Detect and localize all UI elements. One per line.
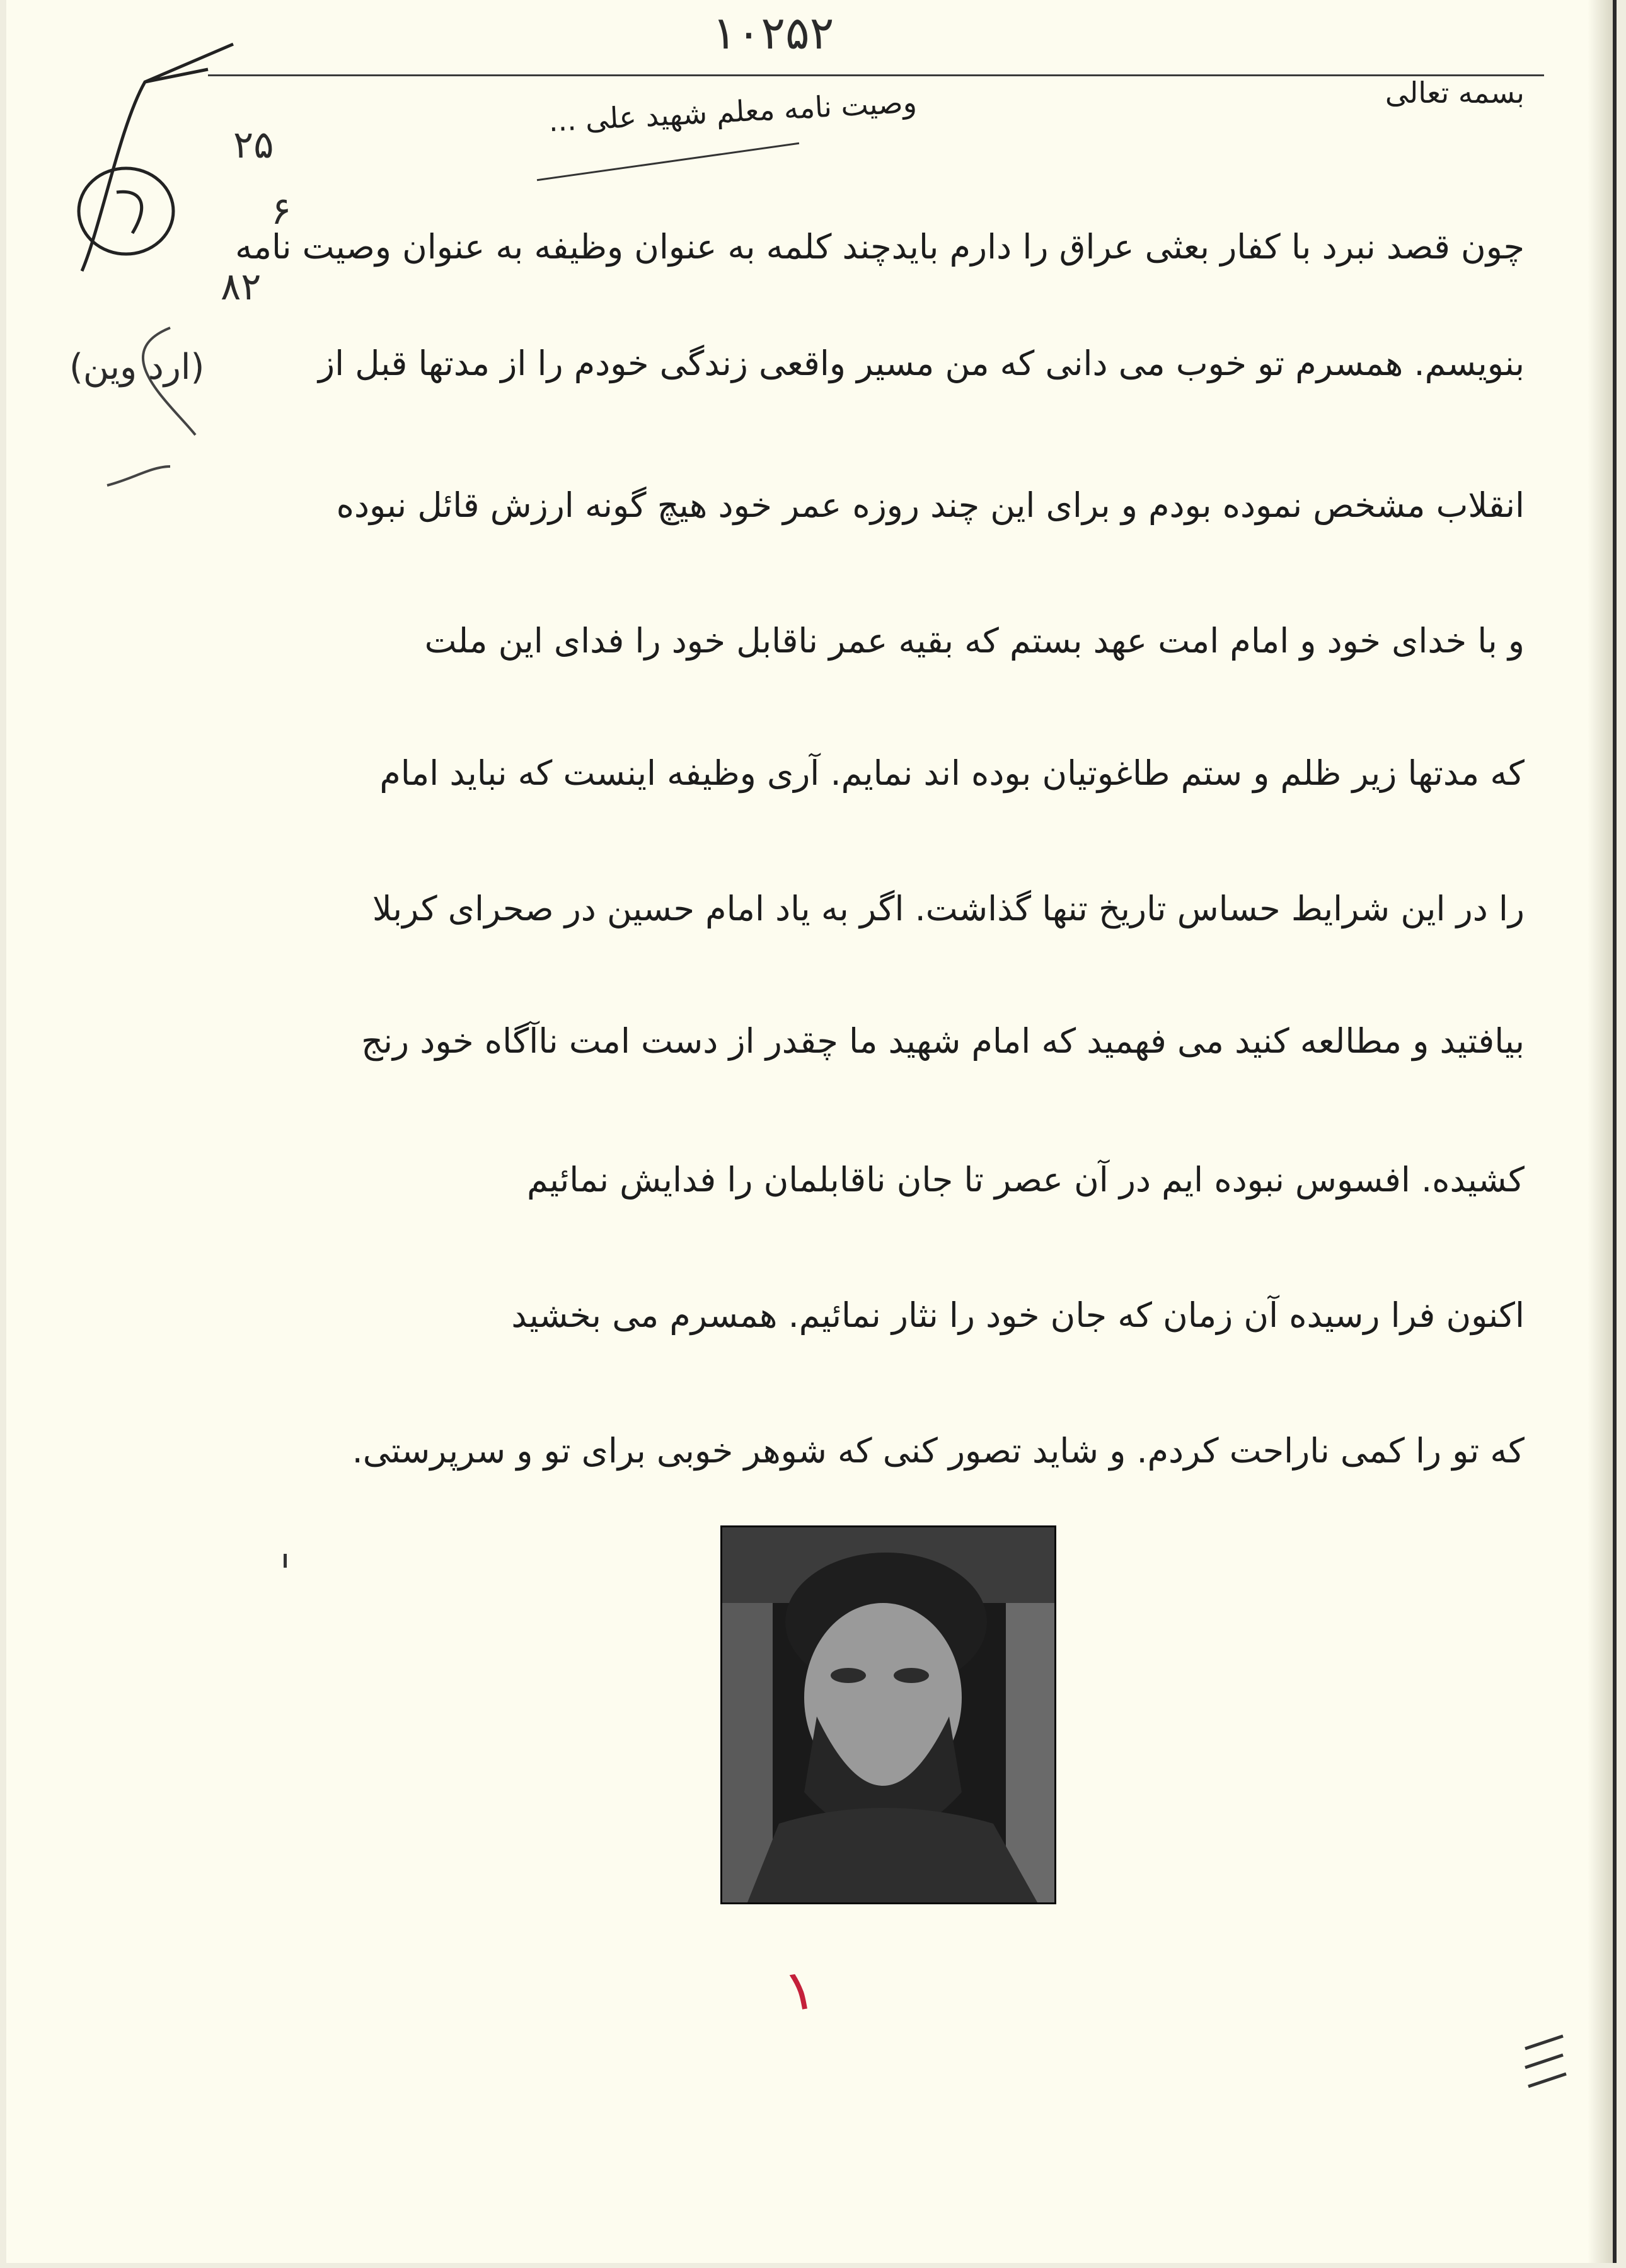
document-subject: وصیت نامه معلم شهید علی ...: [547, 84, 918, 139]
margin-date-mid: ۶: [271, 189, 292, 233]
body-line-10: که تو را کمی ناراحت کردم. و شاید تصور کنی که شوهر خوبی برای تو و سرپرستی.: [352, 1431, 1525, 1471]
portrait-image: [722, 1527, 1054, 1902]
corner-hash-marks: [1519, 2030, 1582, 2105]
margin-date-bottom: ۸۲: [221, 265, 262, 309]
body-line-9: اکنون فرا رسیده آن زمان که جان خود را نثار نمائیم. همسرم می بخشید: [511, 1295, 1525, 1335]
document-page: [6, 0, 1617, 2263]
body-line-1: چون قصد نبرد با کفار بعثی عراق را دارم بایدچند کلمه به عنوان وظیفه به عنوان وصیت نامه: [235, 227, 1525, 267]
body-line-2: بنویسم. همسرم تو خوب می دانی که من مسیر واقعی زندگی خودم را از مدتها قبل از: [318, 344, 1525, 383]
top-rule: [208, 74, 1544, 76]
body-line-8: کشیده. افسوس نبوده ایم در آن عصر تا جان ناقابلمان را فدایش نمائیم: [527, 1160, 1525, 1200]
portrait-photo: [720, 1525, 1056, 1904]
subject-underline: [537, 142, 799, 181]
body-line-7: بیافتید و مطالعه کنید می فهمید که امام شهید ما چقدر از دست امت ناآگاه خود رنج: [361, 1021, 1525, 1061]
scan-edge-shadow: [1588, 0, 1613, 2263]
margin-name-note: (ارد وین): [69, 347, 205, 388]
body-line-5: که مدتها زیر ظلم و ستم طاغوتیان بوده اند نمایم. آری وظیفه اینست که نباید امام: [379, 753, 1525, 793]
body-line-6: را در این شرایط حساس تاریخ تنها گذاشت. اگر به یاد امام حسین در صحرای کربلا: [372, 889, 1525, 929]
margin-date-top: ۲۵: [233, 123, 274, 167]
basmala-header: بسمه تعالی: [1385, 76, 1525, 110]
body-line-4: و با خدای خود و امام امت عهد بستم که بقیه عمر ناقابل خود را فدای این ملت: [424, 621, 1525, 661]
stray-mark: [284, 1554, 287, 1568]
page-number-mark: ۱: [779, 1955, 821, 2026]
body-line-3: انقلاب مشخص نموده بودم و برای این چند روزه عمر خود هیچ گونه ارزش قائل نبوده: [336, 485, 1525, 525]
document-number: ۱۰۲۵۲: [712, 6, 834, 59]
